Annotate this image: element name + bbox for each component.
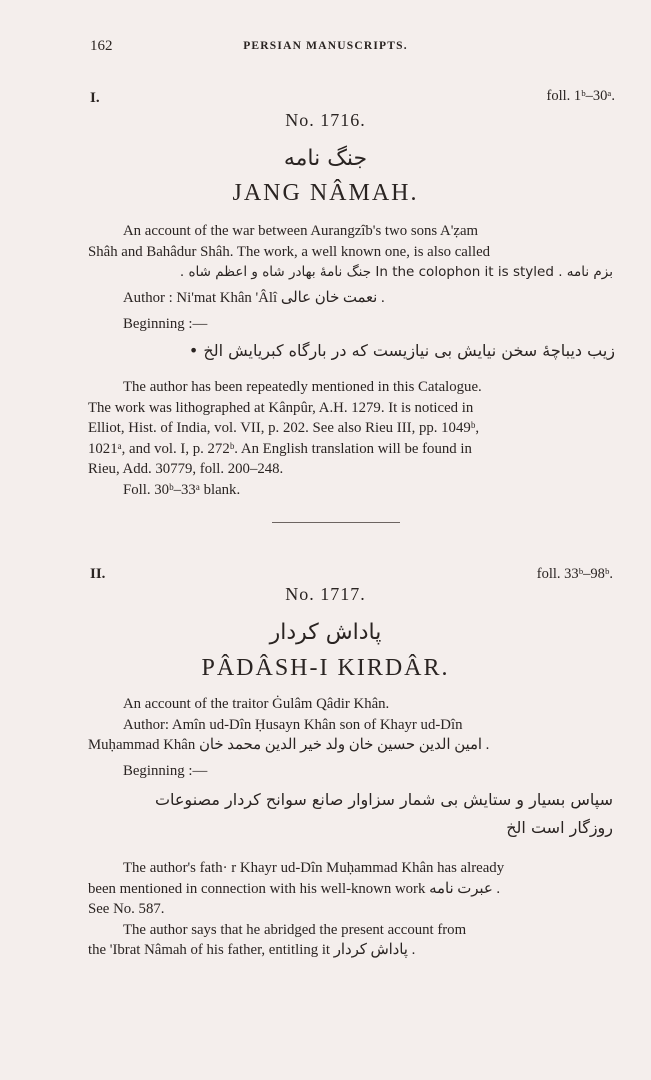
beginning-text: زیب دیباچهٔ سخن نیایش بی نیازیست که در بارگاه کبریایش الخ •: [188, 341, 615, 360]
note-line: 1021ᵃ, and vol. I, p. 272ᵇ. An English translation will be found in: [88, 440, 472, 457]
beginning-text: روزگار است الخ: [506, 818, 613, 837]
description-line: An account of the war between Aurangzîb's two sons A'ẓam: [123, 223, 479, 239]
page-number: 162: [90, 38, 113, 54]
entry-title: PÂDÂSH-I KIRDÂR.: [201, 655, 450, 681]
note-line: Foll. 30ᵇ–33ᵃ blank.: [123, 481, 241, 498]
note-line: the 'Ibrat Nâmah of his father, entitling it پاداش کردار .: [88, 942, 416, 958]
section-divider: [272, 522, 400, 523]
running-head: PERSIAN MANUSCRIPTS.: [243, 40, 408, 52]
entry-description: [88, 694, 489, 756]
description-line: An account of the traitor Ġulâm Qâdir Khân.: [123, 696, 390, 712]
description-line: Muḥammad Khân امین الدین حسین خان ولد خیر الدین محمد خان .: [88, 737, 490, 753]
beginning-label: Beginning :—: [123, 763, 208, 779]
entry-description: [88, 221, 613, 283]
entry-notes: [88, 377, 482, 500]
entry-title: JANG NÂMAH.: [232, 180, 419, 206]
note-line: been mentioned in connection with his well-known work عبرت نامه .: [88, 880, 501, 897]
note-line: The author says that he abridged the present account from: [123, 921, 467, 938]
folio-range: foll. 33ᵇ–98ᵇ.: [536, 566, 613, 582]
note-line: Rieu, Add. 30779, foll. 200–248.: [88, 461, 284, 477]
beginning-label: Beginning :—: [123, 316, 208, 332]
author-line: Author : Ni'mat Khân 'Âlî نعمت خان عالی .: [123, 290, 385, 306]
note-line: The author has been repeatedly mentioned in this Catalogue.: [123, 379, 482, 395]
persian-title: پاداش کردار: [269, 620, 382, 645]
persian-title: جنگ نامه: [283, 146, 368, 171]
note-line: Elliot, Hist. of India, vol. VII, p. 202. See also Rieu III, pp. 1049ᵇ,: [88, 420, 480, 436]
entry-notes: [88, 858, 504, 961]
catalogue-number: No. 1717.: [285, 584, 366, 604]
description-line: Author: Amîn ud-Dîn Ḥusayn Khân son of Khayr ud-Dîn: [123, 716, 463, 733]
section-number: II.: [90, 566, 106, 582]
note-line: The work was lithographed at Kânpûr, A.H. 1279. It is noticed in: [88, 399, 474, 416]
description-line: Shâh and Bahâdur Shâh. The work, a well known one, is also called: [88, 243, 491, 260]
note-line: The author's fath· r Khayr ud-Dîn Muḥammad Khân has already: [123, 860, 505, 876]
catalogue-number: No. 1716.: [285, 110, 366, 130]
folio-range: foll. 1ᵇ–30ᵃ.: [546, 88, 615, 104]
beginning-text: سپاس بسیار و ستایش بی شمار سزاوار صانع سوانح کردار مصنوعات: [154, 790, 613, 809]
description-line: بزم نامه . In the colophon it is styled جنگ نامهٔ بهادر شاه و اعظم شاه .: [179, 264, 613, 280]
section-number: I.: [90, 90, 100, 106]
note-line: See No. 587.: [88, 901, 165, 917]
